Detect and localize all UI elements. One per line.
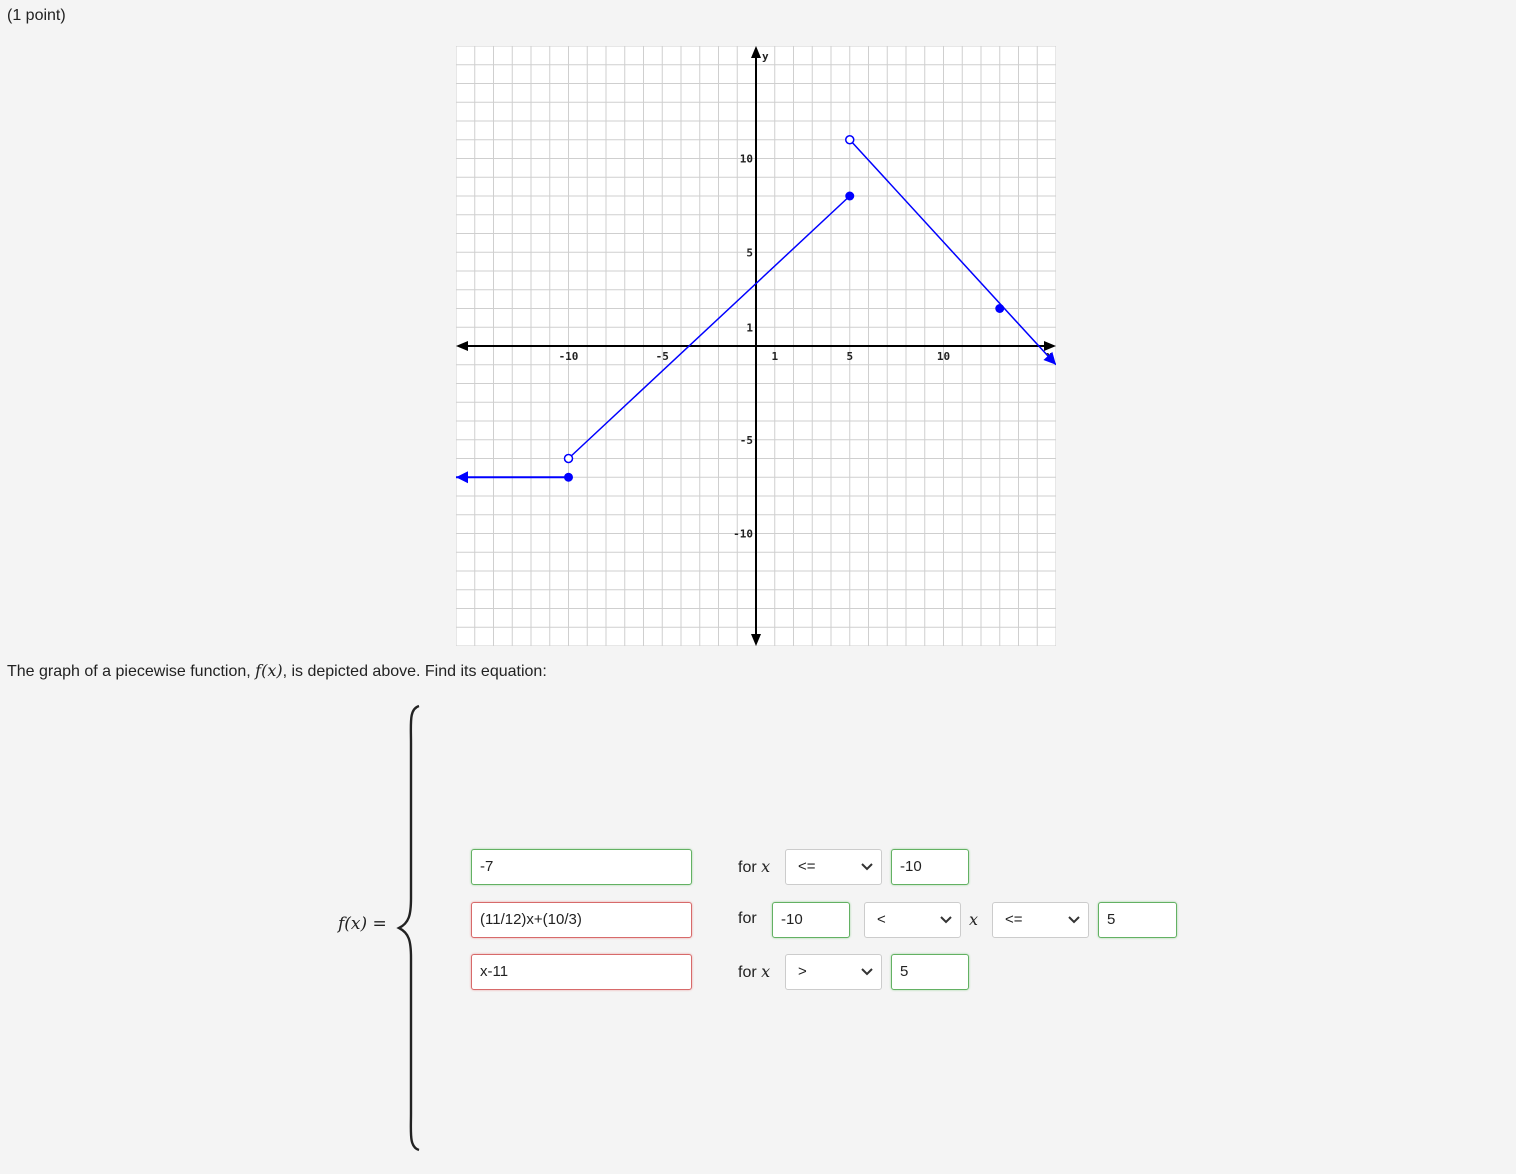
x-tick-label: 10 <box>936 350 951 363</box>
row2-operator1-value: < <box>877 911 886 928</box>
row2-var-x: x <box>969 910 979 929</box>
row3-for-label <box>738 962 770 982</box>
x-tick-label: -5 <box>655 350 669 363</box>
y-axis-label: y <box>762 50 769 63</box>
points-label: (1 point) <box>7 7 66 24</box>
row1-operator-select[interactable] <box>785 849 882 885</box>
question-text-after: , is depicted above. Find its equation: <box>282 663 547 680</box>
row1-bound-input[interactable]: -10 <box>891 849 969 885</box>
y-tick-label: 10 <box>739 152 753 166</box>
row1-expression-input[interactable]: -7 <box>471 849 692 885</box>
piece-2-left-point <box>565 455 573 463</box>
y-tick-label: -10 <box>733 527 753 541</box>
chevron-down-icon <box>861 967 873 977</box>
row1-operator-value: <= <box>798 858 816 875</box>
row2-upper-input[interactable]: 5 <box>1098 902 1177 938</box>
y-tick-label: -5 <box>739 433 753 447</box>
piecewise-graph <box>456 46 1056 646</box>
row1-for-text: for <box>738 859 757 876</box>
row3-var-x: x <box>761 962 771 981</box>
row2-lower-input[interactable]: -10 <box>772 902 850 938</box>
row3-bound-input[interactable]: 5 <box>891 954 969 990</box>
x-tick-label: 5 <box>846 350 854 363</box>
row1-for-label <box>738 857 770 877</box>
piece-2-right-point <box>845 192 854 201</box>
row2-operator2-value: <= <box>1005 911 1023 928</box>
question-text-before: The graph of a piecewise function, <box>7 663 256 680</box>
marked-point <box>995 304 1004 313</box>
row3-operator-value: > <box>798 963 807 980</box>
x-tick-label: -10 <box>558 350 579 363</box>
row2-operator1-select[interactable] <box>864 902 961 938</box>
question-text <box>7 661 547 681</box>
chevron-down-icon <box>861 862 873 872</box>
question-fx: f(x) <box>255 661 283 680</box>
y-tick-label: 1 <box>746 321 753 335</box>
row3-expression-input[interactable]: x-11 <box>471 954 692 990</box>
chevron-down-icon <box>940 915 952 925</box>
row2-expression-input[interactable]: (11/12)x+(10/3) <box>471 902 692 938</box>
row1-var-x: x <box>761 857 771 876</box>
piece-1-right-point <box>564 473 573 482</box>
chevron-down-icon <box>1068 915 1080 925</box>
x-tick-label: 1 <box>771 350 779 363</box>
row3-operator-select[interactable] <box>785 954 882 990</box>
row2-for-label: for <box>738 910 757 927</box>
row2-operator2-select[interactable] <box>992 902 1089 938</box>
piece-3-left-point <box>846 136 854 144</box>
function-label: f(x) = <box>338 914 387 934</box>
row3-for-text: for <box>738 964 757 981</box>
left-brace <box>395 703 425 1153</box>
y-tick-label: 5 <box>746 246 753 260</box>
